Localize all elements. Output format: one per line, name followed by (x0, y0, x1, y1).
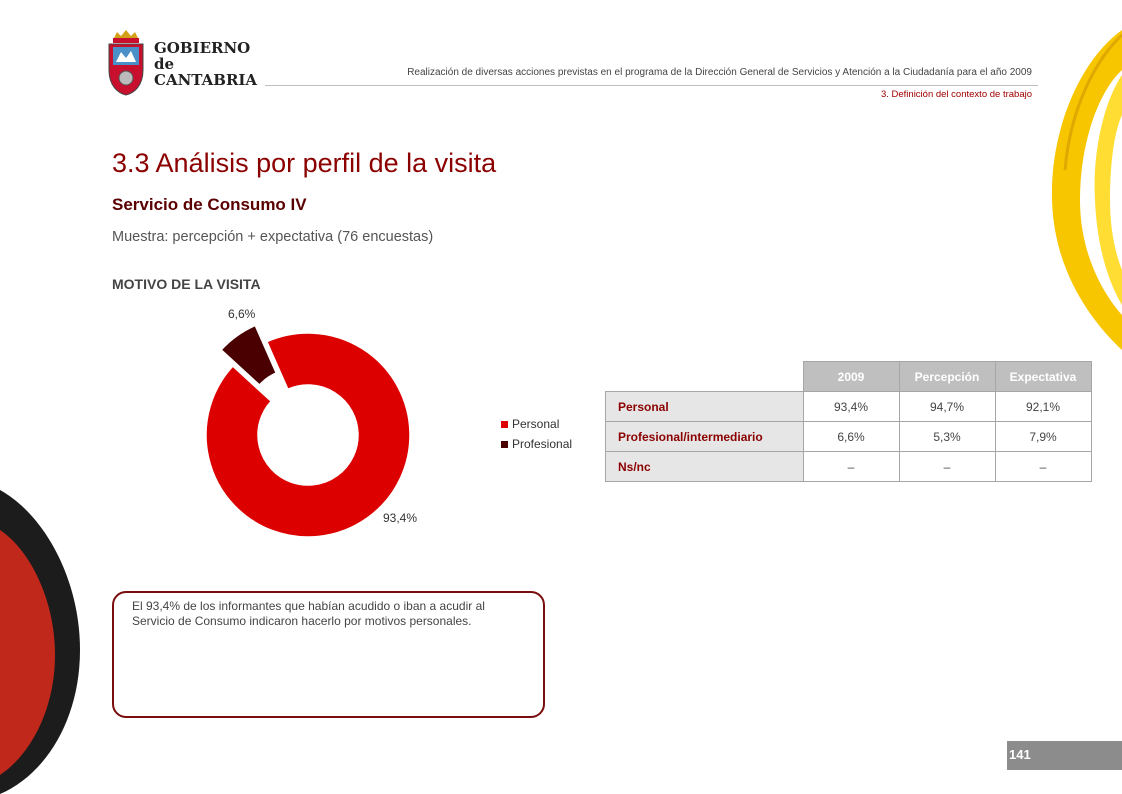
table-row (606, 392, 1092, 422)
table-header-row (606, 362, 1092, 392)
legend-label-personal: Personal (512, 417, 560, 431)
row-label: Personal (606, 392, 804, 422)
table-cell: 92,1% (995, 392, 1091, 422)
results-table (605, 361, 1092, 482)
table-cell: 7,9% (995, 422, 1091, 452)
header-divider (265, 85, 1038, 86)
table-row (606, 452, 1092, 482)
column-header-expectativa: Expectativa (995, 362, 1091, 392)
slice-label-profesional: 6,6% (228, 307, 256, 321)
table-cell: 93,4% (803, 392, 899, 422)
service-subtitle: Servicio de Consumo IV (112, 195, 307, 214)
row-label: Profesional/intermediario (606, 422, 804, 452)
logo-line-2: de (154, 55, 175, 73)
table-cell: 6,6% (803, 422, 899, 452)
legend-swatch-profesional (501, 441, 508, 448)
comment-text: El 93,4% de los informantes que habían acudido o iban a acudir al Servicio de Consumo indicaron hacerlo por motivos personales. (132, 599, 485, 628)
logo-line-3: CANTABRIA (154, 71, 258, 89)
page-number: 141 (1009, 747, 1031, 762)
chart-heading: MOTIVO DE LA VISITA (112, 276, 261, 292)
sample-description: Muestra: percepción + expectativa (76 encuestas) (112, 229, 434, 245)
logo (107, 30, 257, 96)
section-breadcrumb[interactable]: 3. Definición del contexto de trabajo (880, 89, 1032, 100)
decorative-red-arc (0, 490, 82, 794)
document-subtitle: Realización de diversas acciones previstas en el programa de la Dirección General de Servicios y Atención a la Ciudadanía para el año 2009 (407, 67, 1032, 78)
table-corner (606, 362, 804, 392)
slice-label-personal: 93,4% (383, 511, 418, 525)
legend-swatch-personal (501, 421, 508, 428)
decorative-yellow-swirl (1040, 20, 1122, 360)
donut-chart (190, 295, 480, 545)
legend-label-profesional: Profesional (512, 437, 573, 451)
page-title: 3.3 Análisis por perfil de la visita (112, 148, 497, 178)
coat-of-arms-icon (107, 30, 145, 96)
table-row (606, 422, 1092, 452)
legend-item-profesional (501, 437, 572, 451)
table-cell: 94,7% (899, 392, 995, 422)
page-number-box (1007, 741, 1122, 770)
table-cell: – (803, 452, 899, 482)
column-header-2009: 2009 (803, 362, 899, 392)
table-cell: 5,3% (899, 422, 995, 452)
column-header-percepcion: Percepción (899, 362, 995, 392)
table-cell: – (899, 452, 995, 482)
legend-item-personal (501, 417, 572, 431)
chart-legend (501, 417, 572, 451)
logo-line-1: GOBIERNO (154, 39, 251, 57)
donut-slice-personal (190, 301, 442, 545)
comment-box (112, 591, 545, 718)
table-cell: – (995, 452, 1091, 482)
row-label: Ns/nc (606, 452, 804, 482)
